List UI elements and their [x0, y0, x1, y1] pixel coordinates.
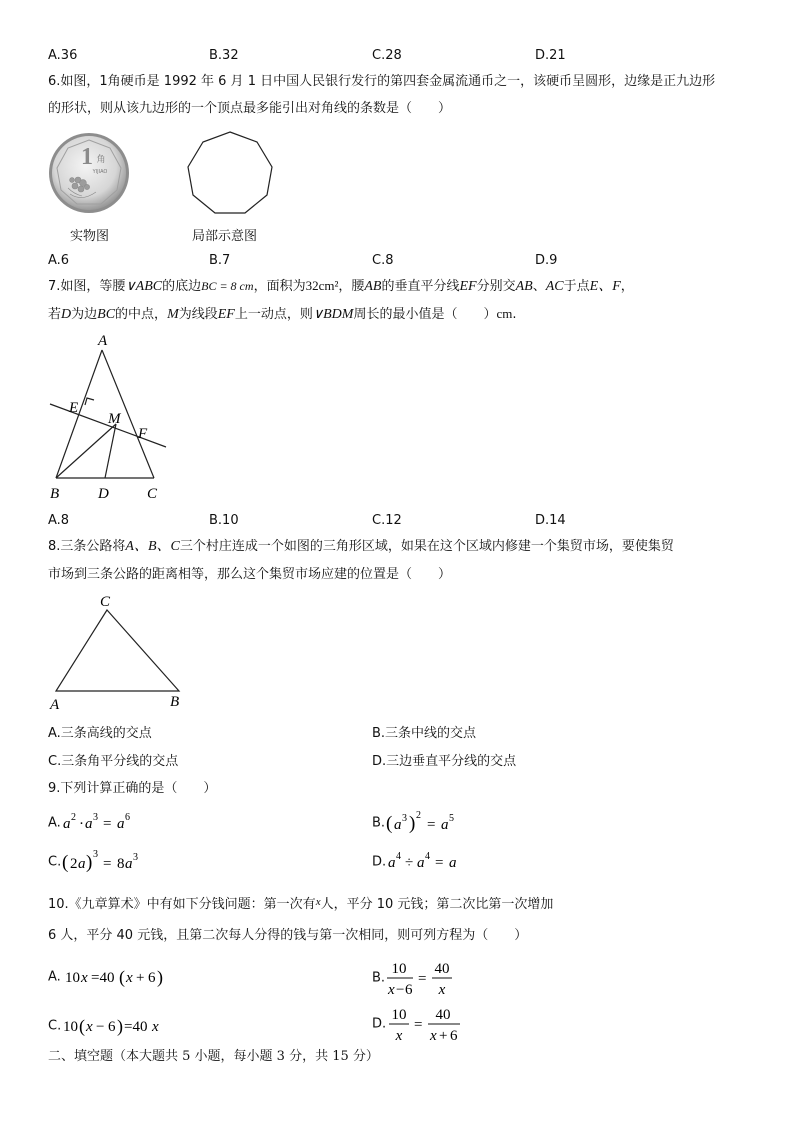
q8-triangle-figure — [44, 590, 194, 715]
q10-stem-line1: 10.《九章算术》中有如下分钱问题：第一次有$^x$人，平分 10 元钱；第二次比第一次增加 — [48, 896, 554, 912]
q7-option-a: A.8 — [48, 513, 70, 528]
svg-text:=: = — [435, 855, 444, 871]
svg-text:=40: =40 — [124, 1019, 148, 1035]
svg-text:=: = — [414, 1017, 423, 1033]
q7-label-e: E — [69, 400, 79, 416]
svg-text:3: 3 — [402, 813, 408, 824]
q8-stem-line1: 8.三条公路将A、B、C三个村庄连成一个如图的三角形区域，如果在这个区域内修建一个集贸市场，要使集贸 — [48, 539, 674, 554]
svg-text:+: + — [135, 970, 145, 986]
q5-option-b: B.32 — [209, 48, 239, 63]
q10-option-c: C. 10 ( x − 6 ) =40 x — [48, 1016, 159, 1036]
q8-option-a: A.三条高线的交点 — [48, 726, 152, 741]
svg-text:4: 4 — [425, 851, 431, 862]
svg-text:10: 10 — [391, 1007, 407, 1023]
svg-text:3: 3 — [93, 849, 99, 860]
svg-text:2: 2 — [416, 810, 422, 821]
q6-option-d: D.9 — [535, 253, 558, 268]
svg-text:3: 3 — [133, 852, 139, 863]
q10-option-b: B. 10 x − 6 = 40 x — [372, 961, 450, 998]
svg-text:3: 3 — [92, 812, 98, 823]
svg-text:x: x — [438, 982, 446, 998]
svg-text:=40: =40 — [90, 970, 115, 986]
svg-text:a: a — [388, 855, 396, 871]
svg-text:2: 2 — [70, 856, 78, 872]
q7-label-f: F — [138, 426, 148, 442]
q6-option-a: A.6 — [48, 253, 70, 268]
q7-option-d: D.14 — [535, 513, 566, 528]
svg-text:a: a — [449, 855, 457, 871]
svg-text:2: 2 — [70, 812, 76, 823]
coin-caption: 实物图 — [70, 229, 110, 244]
q7-label-c: C — [147, 486, 158, 502]
q7-stem-line2: 若D为边BC的中点，M为线段EF上一动点，则∨BDM周长的最小值是（ ）cm. — [48, 306, 517, 322]
svg-text:=: = — [102, 816, 112, 832]
svg-text:x: x — [80, 970, 88, 986]
q8-label-c: C — [100, 594, 111, 610]
q7-label-d: D — [98, 486, 109, 502]
svg-text:6: 6 — [108, 1019, 116, 1035]
svg-text:a: a — [78, 856, 86, 872]
q8-label-b: B — [170, 694, 180, 710]
coin-pinyin: YIJIAO — [92, 169, 108, 175]
svg-text:6: 6 — [405, 982, 413, 998]
coin-numeral: 1 — [81, 144, 93, 170]
svg-text:(: ( — [118, 967, 125, 987]
svg-text:6: 6 — [147, 970, 156, 986]
q5-option-d: D.21 — [535, 48, 566, 63]
svg-text:): ) — [86, 852, 93, 873]
q8-stem-line2: 市场到三条公路的距离相等，那么这个集贸市场应建的位置是（ ） — [48, 567, 452, 582]
svg-text:x: x — [125, 970, 133, 986]
svg-text:a: a — [417, 855, 425, 871]
svg-text:−: − — [396, 982, 405, 998]
svg-text:−: − — [96, 1019, 105, 1035]
q7-stem-line1: 7.如图，等腰∨ABC的底边BC = 8 cm，面积为32cm²，腰AB的垂直平分线EF分别交AB、AC于点E、F， — [48, 278, 634, 294]
coin-unit: 角 — [96, 155, 106, 165]
q8-label-a: A — [50, 697, 60, 713]
svg-text:a: a — [116, 816, 125, 832]
q9-option-d: D. a 4 ÷ a 4 = a — [372, 851, 457, 871]
q10-option-d: D. 10 x = 40 x + 6 — [372, 1007, 458, 1044]
q8-option-c: C.三条角平分线的交点 — [48, 754, 179, 769]
q7-label-m: M — [108, 411, 121, 427]
svg-text:·: · — [78, 816, 84, 832]
q10-option-a: A. 10 x =40 ( x + 6 ) — [48, 967, 163, 987]
nonagon-caption: 局部示意图 — [192, 229, 258, 244]
svg-text:a: a — [125, 856, 133, 872]
svg-text:x: x — [395, 1028, 403, 1044]
q7-label-a: A — [98, 333, 108, 349]
q6-stem-line2: 的形状，则从该九边形的一个顶点最多能引出对角线的条数是（ ） — [48, 101, 452, 116]
q9-option-c: C. ( 2 a ) 3 = 8 a 3 — [48, 849, 139, 873]
q6-stem-line1: 6.如图，1角硬币是 1992 年 6 月 1 日中国人民银行发行的第四套金属流通币之一，该硬币呈圆形，边缘是正九边形 — [48, 74, 716, 89]
q7-option-c: C.12 — [372, 513, 402, 528]
svg-text:): ) — [409, 813, 416, 834]
svg-text:(: ( — [386, 813, 393, 834]
q5-option-a: A.36 — [48, 48, 78, 63]
svg-text:5: 5 — [449, 813, 455, 824]
nonagon-figure — [185, 130, 275, 216]
svg-text:a: a — [62, 816, 71, 832]
svg-text:a: a — [441, 817, 449, 833]
q9-option-a: A. a 2 · a 3 = a 6 — [48, 812, 130, 832]
svg-text:6: 6 — [124, 812, 130, 823]
svg-text:10: 10 — [391, 961, 407, 977]
q6-option-c: C.8 — [372, 253, 394, 268]
svg-text:10: 10 — [63, 1019, 79, 1035]
svg-text:10: 10 — [64, 970, 80, 986]
q8-option-b: B.三条中线的交点 — [372, 726, 477, 741]
q10-stem-line2: 6 人，平分 40 元钱，且第二次每人分得的钱与第一次相同，则可列方程为（ ） — [48, 928, 528, 943]
svg-text:÷: ÷ — [405, 855, 414, 871]
svg-text:8: 8 — [117, 856, 125, 872]
svg-text:=: = — [427, 817, 436, 833]
coin-figure — [48, 132, 130, 214]
q8-option-d: D.三边垂直平分线的交点 — [372, 754, 517, 769]
svg-text:=: = — [418, 971, 427, 987]
svg-text:40: 40 — [435, 1007, 451, 1023]
q6-option-b: B.7 — [209, 253, 231, 268]
svg-text:4: 4 — [396, 851, 402, 862]
q7-option-b: B.10 — [209, 513, 239, 528]
svg-text:(: ( — [62, 852, 69, 873]
q9-stem: 9.下列计算正确的是（ ） — [48, 781, 217, 796]
svg-text:): ) — [156, 967, 163, 987]
svg-text:x: x — [86, 1019, 93, 1035]
svg-text:): ) — [117, 1016, 124, 1036]
svg-text:40: 40 — [434, 961, 450, 977]
svg-text:x: x — [388, 982, 395, 998]
svg-text:+: + — [439, 1028, 448, 1044]
svg-text:a: a — [84, 816, 93, 832]
svg-text:x: x — [430, 1028, 437, 1044]
svg-text:=: = — [103, 856, 112, 872]
svg-text:6: 6 — [450, 1028, 458, 1044]
svg-text:(: ( — [79, 1016, 86, 1036]
q9-option-b: B. ( a 3 ) 2 = a 5 — [372, 810, 455, 834]
svg-text:x: x — [152, 1019, 159, 1035]
section-2-heading: 二、填空题（本大题共 5 小题，每小题 3 分，共 15 分） — [48, 1049, 379, 1064]
q7-label-b: B — [50, 486, 60, 502]
q5-option-c: C.28 — [372, 48, 402, 63]
svg-text:a: a — [394, 817, 402, 833]
q7-triangle-figure — [40, 330, 180, 505]
